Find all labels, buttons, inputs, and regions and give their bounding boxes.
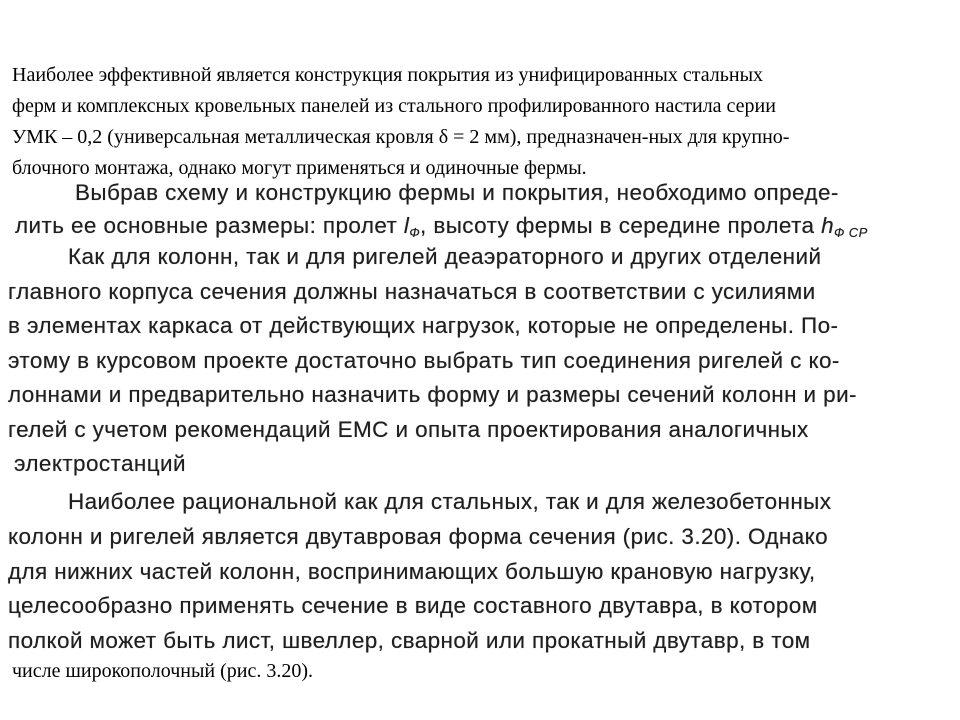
text-line: УМК – 0,2 (универсальная металлическая кровля δ = 2 мм), предназначен-ных для крупно- [12, 126, 790, 148]
text-line: гелей с учетом рекомендаций ЕМС и опыта проектирования аналогичных [8, 416, 809, 442]
text-line: Наиболее рациональной как для стальных, так и для железобетонных [68, 489, 832, 514]
height-symbol: h [821, 213, 835, 238]
line-text: , высоту фермы в середине пролета [420, 213, 822, 238]
height-subscript: Ф СР [834, 225, 868, 240]
paragraph-i-beam-section [8, 485, 831, 659]
text-line: Наиболее эффективной является конструкция покрытия из унифицированных стальных [12, 64, 764, 86]
span-symbol: l [403, 213, 410, 238]
paragraph-truss-dimensions [15, 176, 868, 249]
paragraph-columns-and-beams [8, 240, 857, 482]
text-line: для нижних частей колонн, воспринимающих большую крановую нагрузку, [8, 558, 816, 584]
text-line: главного корпуса сечения должны назначаться в соответствии с усилиями [8, 278, 816, 304]
text-line: этому в курсовом проекте достаточно выбрать тип соединения ригелей с ко- [8, 347, 840, 373]
text-line: Как для колонн, так и для ригелей деаэраторного и других отделений [68, 244, 822, 269]
text-line: полкой может быть лист, швеллер, сварной или прокатный двутавр, в том [8, 628, 811, 654]
span-subscript: Ф [409, 225, 421, 240]
text-line: электростанций [14, 451, 186, 476]
text-line: числе широкополочный (рис. 3.20). [12, 660, 314, 682]
text-line: ферм и комплексных кровельных панелей из стального профилированного настила серии [12, 95, 776, 117]
line-text: лить ее основные размеры: пролет [15, 213, 404, 238]
text-line: лоннами и предварительно назначить форму и размеры сечений колонн и ри- [8, 382, 857, 407]
text-line: Выбрав схему и конструкцию фермы и покрытия, необходимо опреде- [75, 180, 839, 205]
paragraph-umk-roofing [12, 60, 789, 184]
text-line: блочного монтажа, однако могут применяться и одиночные фермы. [12, 157, 587, 179]
text-line: колонн и ригелей является двутавровая форма сечения (рис. 3.20). Однако [8, 523, 829, 549]
text-line: в элементах каркаса от действующих нагрузок, которые не определены. По- [8, 313, 839, 338]
text-line: целесообразно применять сечение в виде составного двутавра, в котором [8, 593, 818, 619]
paragraph-wide-flange-note [12, 659, 313, 683]
